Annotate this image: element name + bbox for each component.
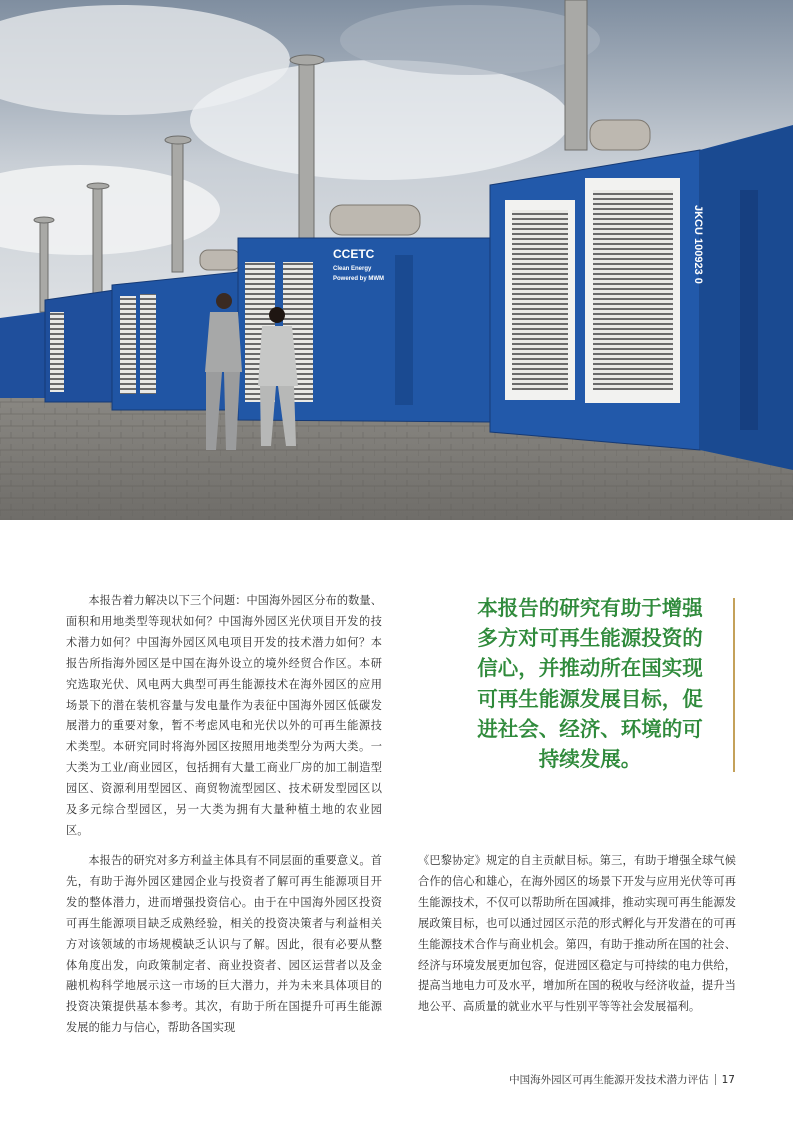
pull-quote-accent-bar (733, 598, 735, 772)
paragraph-text: 本报告的研究对多方利益主体具有不同层面的重要意义。首先，有助于海外园区建园企业与投资者了解可再生能源项目开发的整体潜力，进而增强投资信心。由于在中国海外园区投资可再生能源项目缺乏成熟经验，相关的投资决策者与利益相关方对该领域的市场规模缺乏认识与了解。因此，很有必要从整体角度出发，向政策制定者、商业投资者、园区运营者以及金融机构科学地展示这一市场的巨大潜力，并为未来具体项目的投资决策提供基本参考。其次，有助于所在国提升可再生能源发展的能力与信心，帮助各国实现 (66, 854, 382, 1035)
container-brand-sub-label: Clean Energy (333, 266, 372, 272)
paragraph-text: 本报告着力解决以下三个问题：中国海外园区分布的数量、面积和用地类型等现状如何？中国海外园区光伏项目开发的技术潜力如何？中国海外园区风电项目开发的技术潜力如何？本报告所指海外园区是中国在海外设立的境外经贸合作区。本研究选取光伏、风电两大典型可再生能源技术在海外园区的应用场景下的潜在装机容量与发电量作为表征中国海外园区低碳发展潜力的重要对象，暂不考虑风电和光伏以外的可再生能源技术类型。本研究同时将海外园区按照用地类型分为两大类。一大类为工业/商业园区，包括拥有大量工商业厂房的加工制造型园区、资源利用型园区、商贸物流型园区、技术研发型园区以及多元综合型园区，另一大类为拥有大量种植土地的农业园区。 (66, 594, 382, 837)
page-number: 17 (721, 1073, 735, 1086)
container-brand-label: CCETC (333, 247, 375, 261)
container-id-label: JKCU 100923 0 (692, 205, 704, 284)
body-paragraph-1 (66, 591, 382, 842)
pull-quote: 本报告的研究有助于增强多方对可再生能源投资的信心，并推动所在国实现可再生能源发展目标，促进社会、经济、环境的可持续发展。 (477, 596, 703, 772)
footer-title: 中国海外园区可再生能源开发技术潜力评估 (509, 1074, 709, 1086)
page-footer (509, 1072, 735, 1087)
body-paragraph-2 (66, 851, 382, 1039)
body-paragraph-3 (418, 851, 736, 1018)
container-brand-power-label: Powered by MWM (333, 276, 385, 282)
footer-separator (715, 1074, 716, 1085)
cover-photo (0, 0, 793, 520)
paragraph-text: 《巴黎协定》规定的自主贡献目标。第三，有助于增强全球气候合作的信心和雄心，在海外园区的场景下开发与应用光伏等可再生能源技术，不仅可以帮助所在国减排，推动实现可再生能源发展政策目标，也可以通过园区示范的形式孵化与开发潜在的可再生能源技术合作与商业机会。第四，有助于推动所在国的社会、经济与环境发展更加包容，促进园区稳定与可持续的电力供给，提高当地电力可及水平，增加所在国的税收与经济收益，提升当地公平、高质量的就业水平与性别平等等社会发展福利。 (418, 854, 736, 1014)
